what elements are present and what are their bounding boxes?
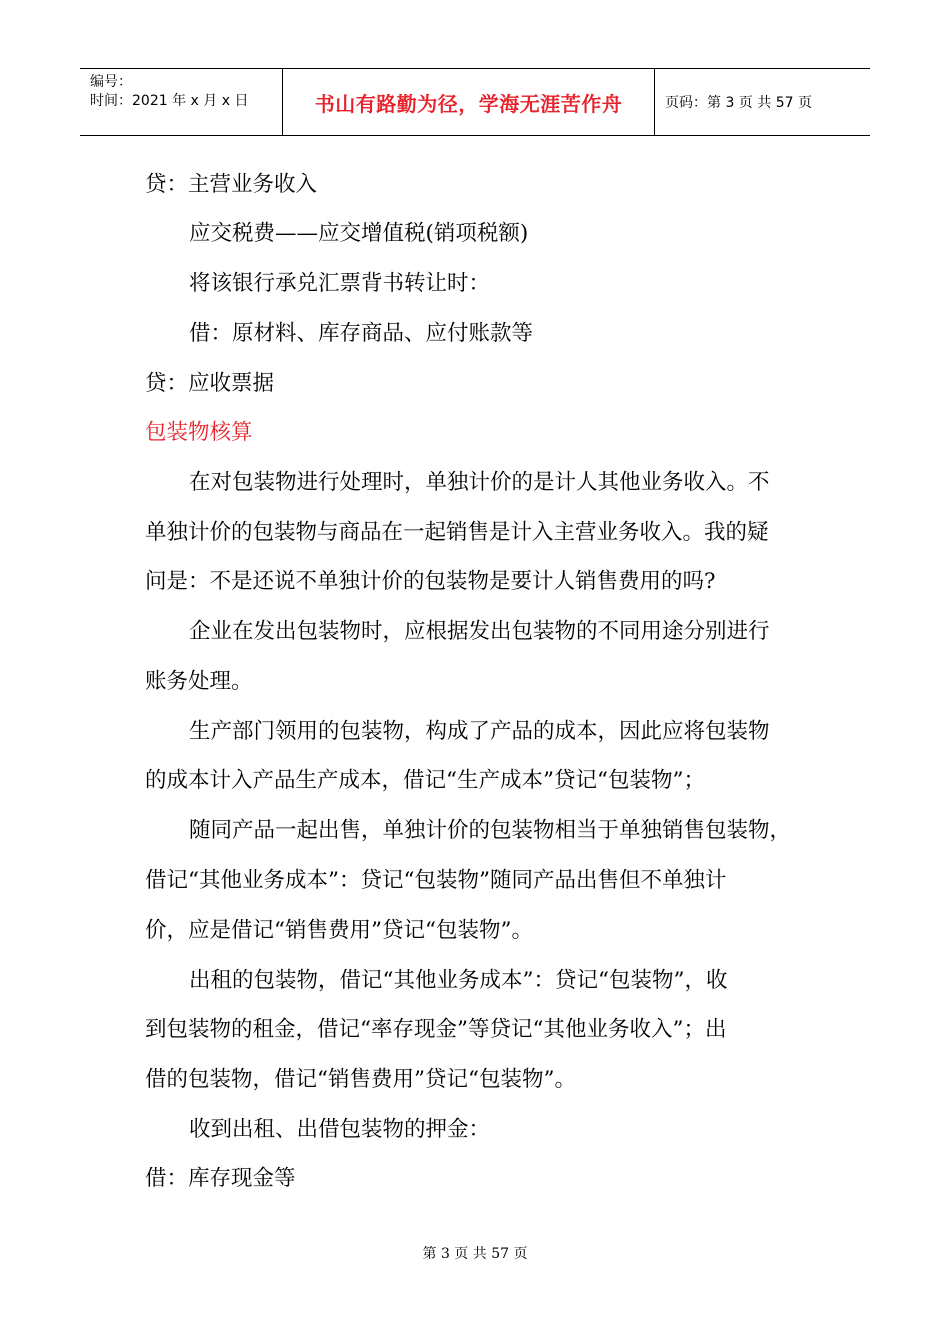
section-heading: 包装物核算 — [145, 420, 253, 445]
body-line: 将该银行承兑汇票背书转让时： — [189, 271, 491, 296]
body-line: 的成本计入产品生产成本，借记“生产成本”贷记“包装物”； — [145, 768, 705, 793]
page-footer: 第 3 页 共 57 页 — [422, 1246, 528, 1262]
body-line: 价，应是借记“销售费用”贷记“包装物”。 — [145, 918, 533, 943]
page-header — [80, 68, 870, 136]
body-line: 账务处理。 — [145, 669, 253, 694]
body-line: 单独计价的包装物与商品在一起销售是计入主营业务收入。我的疑 — [145, 520, 769, 545]
body-line: 贷：主营业务收入 — [145, 172, 318, 197]
body-line: 借记“其他业务成本”：贷记“包装物”随同产品出售但不单独计 — [145, 868, 727, 893]
document-number-label: 编号： — [90, 74, 132, 90]
document-date: 时间：2021 年 x 月 x 日 — [90, 93, 249, 109]
body-line: 企业在发出包装物时，应根据发出包装物的不同用途分别进行 — [189, 619, 770, 644]
body-line: 借的包装物，借记“销售费用”贷记“包装物”。 — [145, 1067, 576, 1092]
body-line: 应交税费——应交增值税(销项税额) — [189, 221, 529, 246]
body-line: 收到出租、出借包装物的押金： — [189, 1117, 491, 1142]
body-line: 问是：不是还说不单独计价的包装物是要计人销售费用的吗? — [145, 569, 716, 594]
header-meta — [80, 69, 283, 135]
body-line: 贷：应收票据 — [145, 371, 275, 396]
body-line: 生产部门领用的包装物，构成了产品的成本，因此应将包装物 — [189, 719, 770, 744]
body-line: 借：库存现金等 — [145, 1166, 296, 1191]
body-line: 借：原材料、库存商品、应付账款等 — [189, 321, 534, 346]
body-line: 随同产品一起出售，单独计价的包装物相当于单独销售包装物， — [189, 818, 792, 843]
header-motto: 书山有路勤为径，学海无涯苦作舟 — [283, 69, 655, 135]
header-page-info: 页码：第 3 页 共 57 页 — [665, 95, 812, 111]
body-line: 出租的包装物，借记“其他业务成本”：贷记“包装物”，收 — [189, 968, 728, 993]
body-line: 在对包装物进行处理时，单独计价的是计人其他业务收入。不 — [189, 470, 770, 495]
body-line: 到包装物的租金，借记“率存现金”等贷记“其他业务收入”；出 — [145, 1017, 727, 1042]
